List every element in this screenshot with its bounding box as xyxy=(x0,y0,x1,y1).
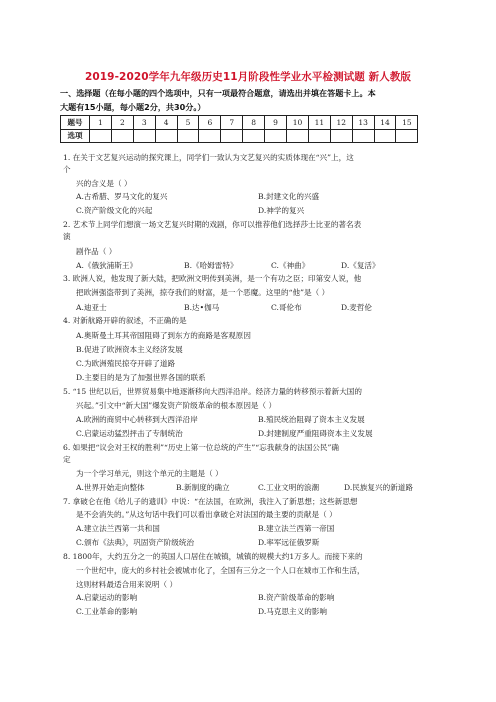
answer-table-option-row xyxy=(61,129,418,143)
question-6-option-c[interactable]: C.工业文明的浪潮 xyxy=(258,483,320,492)
answer-cell[interactable] xyxy=(90,129,112,143)
answer-table-number-row xyxy=(61,116,418,130)
question-2-line-3: 剧作品（ ） xyxy=(76,247,117,256)
answer-table-number: 15 xyxy=(396,116,418,130)
answer-table-number: 5 xyxy=(177,116,199,130)
answer-cell[interactable] xyxy=(243,129,265,143)
question-6-line-1: 6. 如果把“议会对王权的胜利”“历史上第一位总统的产生”“忘我献身的法国公民”确 xyxy=(63,443,339,452)
answer-table-number: 1 xyxy=(90,116,112,130)
question-1-option-a[interactable]: A.古希腊、罗马文化的复兴 xyxy=(76,192,168,201)
question-3-option-d[interactable]: D.麦哲伦 xyxy=(341,303,373,312)
page-title: 2019-2020学年九年级历史11月阶段性学业水平检测试题 新人教版 xyxy=(84,71,412,83)
answer-cell[interactable] xyxy=(177,129,199,143)
question-6-option-b[interactable]: B.新制度的确立 xyxy=(176,483,230,492)
question-3-line-2: 把欧洲强盗带到了美洲，掠夺我们的财富，是一个恶魔。这里的“他”是（ ） xyxy=(76,288,330,297)
question-1-option-c[interactable]: C.资产阶级文化的兴起 xyxy=(76,206,153,215)
question-7-line-1: 7. 拿破仑在他《给儿子的遗训》中说：“在法国，在欧洲，我注入了新思想；这些新思想 xyxy=(63,497,358,506)
answer-table-number: 6 xyxy=(199,116,221,130)
question-7-option-d[interactable]: D.率军远征俄罗斯 xyxy=(258,538,320,547)
question-5-option-b[interactable]: B.殖民统治阻碍了资本主义发展 xyxy=(258,415,365,424)
answer-cell[interactable] xyxy=(374,129,396,143)
answer-table-number: 11 xyxy=(308,116,330,130)
answer-table-number: 9 xyxy=(265,116,287,130)
question-8-line-3: 这则材料最适合用来说明（ ） xyxy=(76,580,178,589)
question-1-option-d[interactable]: D.神学的复兴 xyxy=(258,206,305,215)
question-4-option-a[interactable]: A.奥斯曼土耳其帝国阻碍了到东方的商路是客观原因 xyxy=(76,331,251,340)
answer-cell[interactable] xyxy=(352,129,374,143)
question-2-option-c[interactable]: C.《神曲》 xyxy=(271,261,310,270)
answer-cell[interactable] xyxy=(133,129,155,143)
question-3-line-1: 3. 欧洲人说，他发现了新大陆，把欧洲文明传到美洲，是一个有功之臣；印第安人说，他 xyxy=(63,274,362,283)
question-5-option-c[interactable]: C.启蒙运动猛烈抨击了专制统治 xyxy=(76,429,183,438)
answer-table-number: 14 xyxy=(374,116,396,130)
question-8-line-2: 一个世纪中，庞大的乡村社会被城市化了，全国有三分之一个人口在城市工作和生活， xyxy=(76,566,365,575)
answer-table-number: 7 xyxy=(221,116,243,130)
question-4-option-d[interactable]: D.主要目的是为了加强世界各国的联系 xyxy=(76,373,206,382)
answer-cell[interactable] xyxy=(199,129,221,143)
answer-table-number: 3 xyxy=(133,116,155,130)
question-5-option-d[interactable]: D.封建制度严重阻碍资本主义发展 xyxy=(258,429,373,438)
answer-table-number: 12 xyxy=(330,116,352,130)
answer-cell[interactable] xyxy=(265,129,287,143)
answer-cell[interactable] xyxy=(396,129,418,143)
question-7-option-a[interactable]: A.建立法兰西第一共和国 xyxy=(76,524,160,533)
question-5-line-2: 兴起。”引文中“新大国”爆发资产阶级革命的根本原因是（ ） xyxy=(76,401,277,410)
answer-table-number: 2 xyxy=(111,116,133,130)
question-1-line-2: 个 xyxy=(63,165,71,174)
question-8-option-c[interactable]: C.工业革命的影响 xyxy=(76,607,138,616)
answer-cell[interactable] xyxy=(155,129,177,143)
answer-cell[interactable] xyxy=(330,129,352,143)
question-1-option-b[interactable]: B.封建文化的兴盛 xyxy=(258,192,320,201)
answer-cell[interactable] xyxy=(221,129,243,143)
answer-cell[interactable] xyxy=(308,129,330,143)
question-6-option-a[interactable]: A.世界开始走向整体 xyxy=(76,483,145,492)
answer-table-number: 4 xyxy=(155,116,177,130)
question-4-option-c[interactable]: C.为欧洲殖民掠夺开辟了道路 xyxy=(76,359,176,368)
question-2-line-1: 2. 艺术节上同学们想演一场文艺复兴时期的戏剧，你可以推荐他们选择莎士比亚的著名表 xyxy=(63,220,362,229)
section-header-line-1: 一、选择题（在每小题的四个选项中，只有一项最符合题意，请选出并填在答题卡上。本 xyxy=(60,88,376,98)
question-6-line-3: 为一个学习单元，则这个单元的主题是（ ） xyxy=(76,469,223,478)
question-3-option-a[interactable]: A.迪亚士 xyxy=(76,303,107,312)
question-2-option-d[interactable]: D.《复活》 xyxy=(341,261,380,270)
question-8-option-d[interactable]: D.马克思主义的影响 xyxy=(258,607,327,616)
question-5-line-1: 5. “15 世纪以后，世界贸易集中地逐渐移向大西洋沿岸。经济力量的转移预示着新大国的 xyxy=(63,387,362,396)
question-8-line-1: 8. 1800年，大约五分之一的英国人口居住在城镇，城镇的规模大约1万多人。而接下来的 xyxy=(63,552,363,561)
answer-table xyxy=(60,115,418,143)
question-2-option-a[interactable]: A.《俄狄浦斯王》 xyxy=(76,261,138,270)
question-4-option-b[interactable]: B.促进了欧洲资本主义经济发展 xyxy=(76,345,183,354)
section-header xyxy=(60,86,440,114)
answer-table-row-label: 题号 xyxy=(61,116,90,130)
question-6-line-2: 定 xyxy=(63,455,71,464)
answer-cell[interactable] xyxy=(287,129,309,143)
question-3-option-b[interactable]: B.达•伽马 xyxy=(184,303,220,312)
question-1-line-3: 兴的含义是（ ） xyxy=(76,179,132,188)
question-4-line-1: 4. 对新航路开辟的叙述，不正确的是 xyxy=(63,316,187,325)
question-3-option-c[interactable]: C.哥伦布 xyxy=(271,303,302,312)
answer-table-number: 10 xyxy=(287,116,309,130)
question-6-option-d[interactable]: D.民族复兴的新道路 xyxy=(344,483,413,492)
question-8-option-b[interactable]: B.资产阶级革命的影响 xyxy=(258,593,335,602)
question-5-option-a[interactable]: A.欧洲的商贸中心转移到大西洋沿岸 xyxy=(76,415,198,424)
answer-table-number: 13 xyxy=(352,116,374,130)
question-1-line-1: 1. 在关于文艺复兴运动的探究课上，同学们一致认为文艺复兴的实质体现在“兴”上，这 xyxy=(63,153,354,162)
question-8-option-a[interactable]: A.启蒙运动的影响 xyxy=(76,593,138,602)
question-7-option-c[interactable]: C.颁布《法典》，巩固资产阶级统治 xyxy=(76,538,195,547)
section-header-line-2: 大题有15小题，每小题2分，共30分。） xyxy=(60,102,206,112)
answer-table-row-label: 选项 xyxy=(61,129,90,143)
answer-table-number: 8 xyxy=(243,116,265,130)
question-2-option-b[interactable]: B.《哈姆雷特》 xyxy=(184,261,238,270)
question-2-line-2: 演 xyxy=(63,232,71,241)
question-7-option-b[interactable]: B.建立法兰西第一帝国 xyxy=(258,524,335,533)
question-7-line-2: 是不会消失的。”从这句话中我们可以看出拿破仑对法国的最主要的贡献是（ ） xyxy=(76,510,337,519)
answer-cell[interactable] xyxy=(111,129,133,143)
